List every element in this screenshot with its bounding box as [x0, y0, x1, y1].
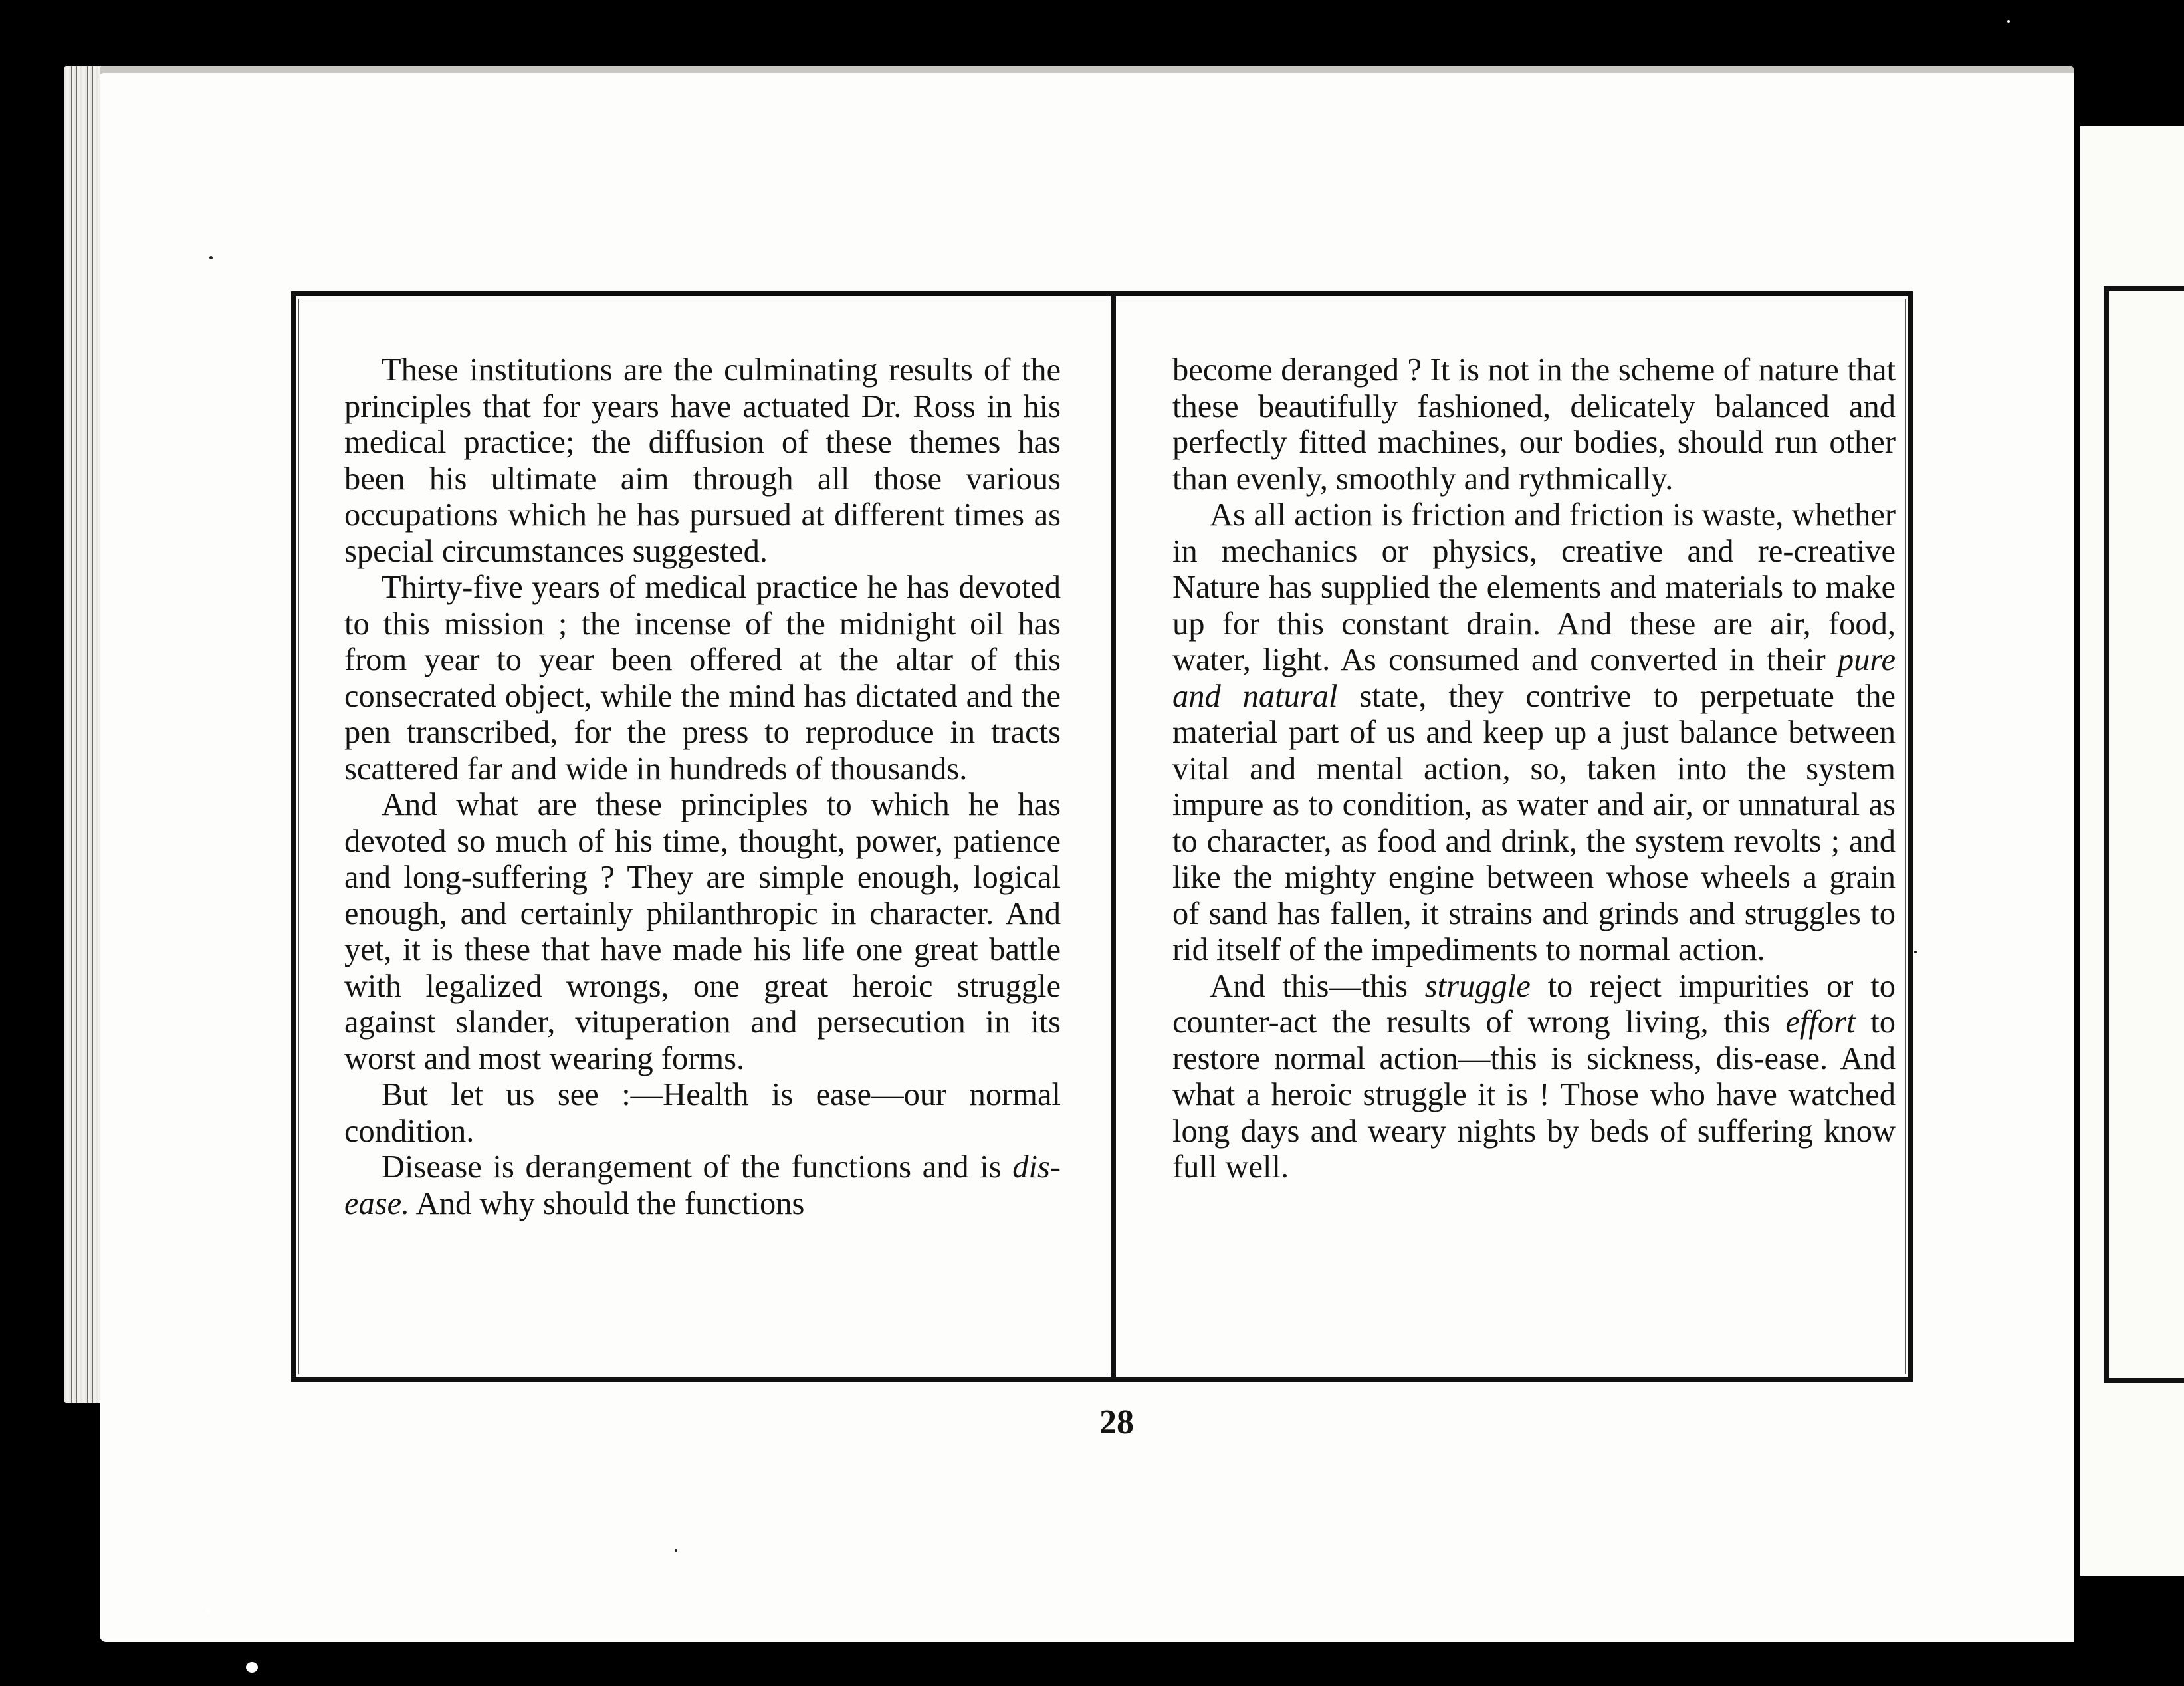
left-column: [344, 352, 1061, 1222]
paragraph: These institutions are the culminating results of the principles that for years have actuated Dr. Ross in his medical practice; the diffusion of these themes has been his ultimate aim through all those various occupations which he has pursued at different times as special circumstances suggested.: [344, 352, 1061, 569]
text-run: And why should the functions: [409, 1185, 805, 1221]
text-run: As all action is friction and friction is waste, whether in mechanics or physics, creative and re-creative Nature has supplied the elements and materials to make up for this constant drain. And these are air, food, water, light. As consumed and converted in their: [1172, 497, 1896, 677]
dust-speck: [1914, 951, 1917, 953]
text-run: And this—this: [1210, 968, 1425, 1004]
right-column: [1172, 352, 1896, 1186]
paragraph: [1172, 969, 1896, 1186]
italic-text: effort: [1785, 1005, 1856, 1040]
text-run: state, they contrive to perpetuate the material part of us and keep up a just balance between vital and mental action, so, taken into the system impure as to condition, as water and air, or unnatural as to character, as food and drink, the system revolts ; and like the mighty engine between whose wheels a grain of sand has fallen, it strains and grinds and struggles to rid itself of the impediments to normal action.: [1172, 678, 1896, 967]
paragraph: And what are these principles to which he has devoted so much of his time, thought, power, patience and long-suffering ? They are simple enough, logical enough, and certainly philanthropic in character. And yet, it is these that have made his life one great battle with legalized wrongs, one great heroic struggle against slander, vituperation and persecution in its worst and most wearing forms.: [344, 787, 1061, 1076]
adjacent-page-frame: [2104, 286, 2184, 1383]
paragraph: But let us see :—Health is ease—our normal condition.: [344, 1077, 1061, 1149]
paragraph: [1172, 497, 1896, 969]
text-run: to restore normal action—this is sickness, dis-ease. And what a heroic struggle it is ! Those who have watched long days and weary nights by beds of suffering know full well.: [1172, 1005, 1896, 1185]
text-run: Disease is derangement of the functions and is: [382, 1149, 1013, 1185]
dust-speck: [675, 1549, 677, 1552]
page-number: 28: [1099, 1403, 1134, 1441]
text-run: to reject impurities or to counter-act the results of wrong living, this: [1172, 968, 1896, 1040]
italic-text: struggle: [1424, 968, 1531, 1004]
paragraph: Thirty-five years of medical practice he has devoted to this mission ; the incense of the midnight oil has from year to year been offered at the altar of this consecrated object, while the mind has dictated and the pen transcribed, for the press to reproduce in tracts scattered far and wide in hundreds of thousands.: [344, 570, 1061, 786]
paragraph: [344, 1149, 1061, 1222]
dust-speck: [246, 1662, 258, 1673]
italic-text: pure and natural: [1172, 642, 1896, 714]
dust-speck: [209, 256, 213, 259]
italic-text: dis-ease.: [344, 1149, 1061, 1221]
dust-speck: [2007, 20, 2010, 23]
column-divider: [1111, 293, 1116, 1380]
dust-speck: [206, 1609, 210, 1613]
paragraph-continued: become deranged ? It is not in the scheme of nature that these beautifully fashioned, delicately balanced and perfectly fitted machines, our bodies, should run other than evenly, smoothly and rythmically.: [1172, 352, 1896, 497]
